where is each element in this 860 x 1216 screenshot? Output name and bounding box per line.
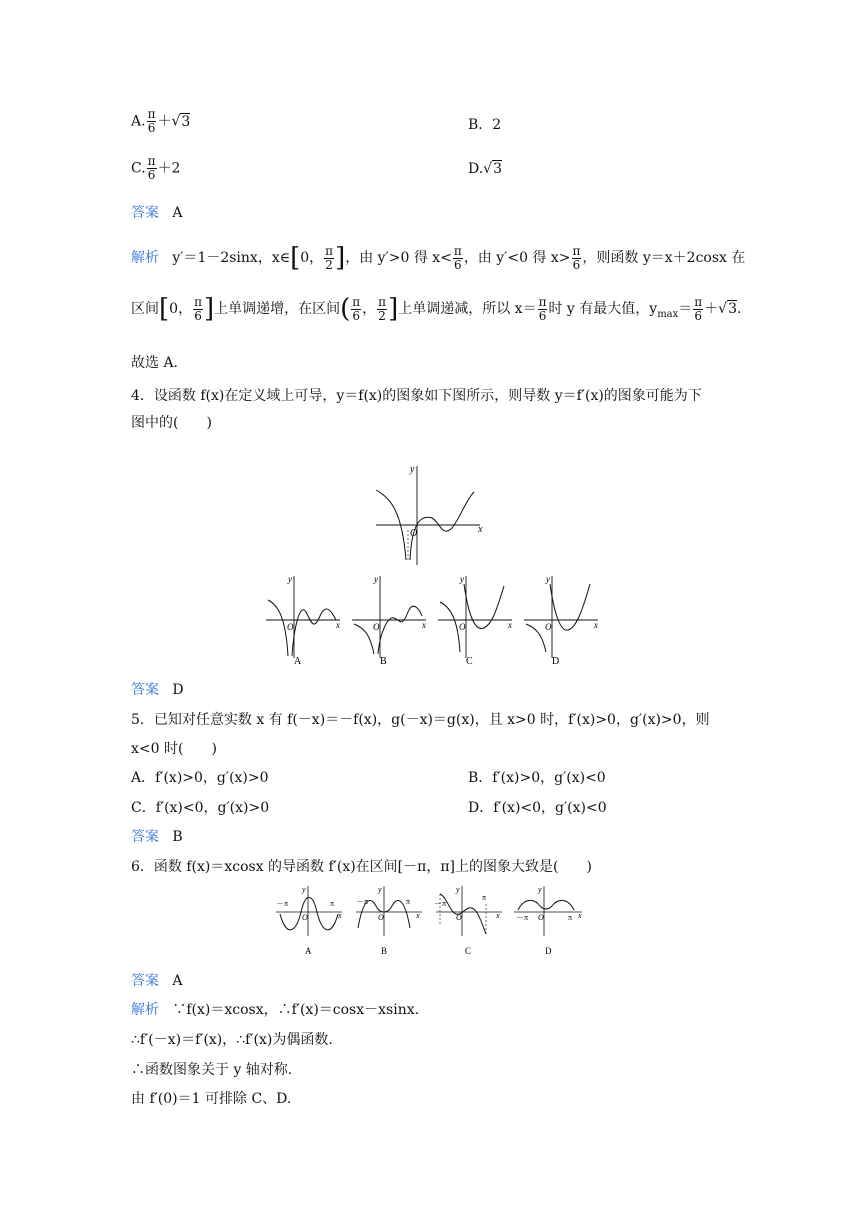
svg-text:y: y (546, 574, 550, 584)
q4-graph-c (438, 574, 512, 667)
q4-stem-line1: 4．设函数 f(x)在定义域上可导，y＝f(x)的图象如下图所示，则导数 y＝f′(x)的图象可能为下 (131, 388, 702, 404)
q6-option-graphs (274, 884, 594, 958)
q3-answer: 答案 A (131, 205, 183, 221)
svg-text:O: O (373, 622, 380, 632)
svg-text:D: D (552, 656, 560, 667)
svg-text:－π: －π (356, 897, 369, 906)
svg-text:y: y (460, 574, 464, 584)
svg-text:π: π (330, 899, 335, 908)
svg-text:y: y (374, 574, 378, 584)
q6-analysis-line1: 解析 ∵f(x)＝xcosx，∴f′(x)＝cosx－xsinx. (131, 1002, 420, 1018)
q4-graph-b (352, 574, 426, 667)
q3-analysis-line1: 解析 y′＝1－2sinx，x∈[0， $\frac{\pi}{2}$ ]，由 y′>0 得 x< $\frac{\pi}{6}$ ，由 y′<0 得 x> $\frac{\pi}{6}$ ，则函数 y＝x＋2cosx 在 (131, 243, 746, 273)
q5-stem-line1: 5．已知对任意实数 x 有 f(－x)＝－f(x)，g(－x)＝g(x)，且 x>0 时，f′(x)>0，g′(x)>0，则 (131, 712, 710, 728)
svg-text:x: x (336, 620, 340, 630)
q6-graph-c (434, 885, 502, 956)
svg-text:x: x (338, 911, 342, 920)
q4-answer: 答案 D (131, 682, 184, 698)
svg-text:x: x (422, 620, 426, 630)
q6-stem: 6．函数 f(x)＝xcosx 的导函数 f′(x)在区间[－π，π]上的图象大致是( ) (131, 859, 592, 875)
svg-text:π: π (482, 893, 487, 902)
svg-text:y: y (288, 574, 292, 584)
q5-option-b: B．f′(x)>0，g′(x)<0 (468, 770, 606, 786)
svg-text:O: O (287, 622, 294, 632)
q6-analysis-line4: 由 f′(0)＝1 可排除 C、D. (131, 1091, 292, 1107)
svg-text:O: O (302, 913, 308, 922)
q4-main-graph (370, 460, 490, 568)
svg-text:x: x (578, 911, 582, 920)
svg-text:－π: －π (276, 899, 289, 908)
q4-stem-line2: 图中的( ) (131, 415, 212, 431)
q3-option-c: C. $\frac{\pi}{6}$ ＋2 (131, 154, 181, 182)
svg-text:x: x (496, 911, 500, 920)
svg-text:A: A (294, 656, 302, 667)
svg-text:x: x (478, 524, 483, 535)
q3-analysis-line2: 区间[0， $\frac{\pi}{6}$ ]上单调递增，在区间( $\frac{\pi}{6}$ ， $\frac{\pi}{2}$ ]上单调递减，所以 x＝ $\frac{\pi}{6}$ 时 y 有最大值，$y_{max}=$ $\frac{\pi}{6}$ ＋√3. (131, 294, 742, 324)
svg-text:－π: －π (516, 913, 529, 922)
q3-option-a: A. $\frac{\pi}{6}$ ＋√3 (131, 107, 191, 135)
svg-text:x: x (594, 620, 598, 630)
svg-text:B: B (381, 946, 388, 956)
q5-stem-line2: x<0 时( ) (131, 741, 217, 757)
svg-text:π: π (568, 913, 573, 922)
q5-option-a: A．f′(x)>0，g′(x)>0 (131, 770, 269, 786)
q6-graph-b (356, 885, 422, 956)
svg-text:A: A (305, 946, 312, 956)
svg-text:O: O (410, 528, 418, 539)
svg-text:y: y (456, 885, 460, 894)
q6-answer: 答案 A (131, 973, 183, 989)
svg-text:D: D (545, 946, 552, 956)
q4-graph-d (524, 574, 598, 667)
svg-text:C: C (465, 946, 472, 956)
q4-graph-a (266, 574, 340, 667)
svg-text:O: O (456, 913, 462, 922)
svg-text:O: O (545, 622, 552, 632)
q5-answer: 答案 B (131, 829, 183, 845)
svg-text:B: B (380, 656, 387, 667)
svg-text:O: O (378, 913, 384, 922)
svg-text:x: x (416, 911, 420, 920)
svg-text:π: π (406, 897, 411, 906)
svg-text:y: y (302, 885, 306, 894)
svg-text:O: O (459, 622, 466, 632)
svg-text:y: y (538, 885, 542, 894)
q6-graph-a (276, 885, 342, 956)
svg-text:x: x (508, 620, 512, 630)
svg-text:－π: －π (434, 899, 447, 908)
q3-option-b: B．2 (468, 117, 502, 133)
q3-option-d: D.√3 (468, 161, 503, 177)
q5-option-c: C．f′(x)<0，g′(x)>0 (131, 800, 270, 816)
svg-text:O: O (538, 913, 544, 922)
q6-analysis-line3: ∴函数图象关于 y 轴对称. (131, 1062, 293, 1078)
q4-option-graphs (262, 572, 612, 670)
q5-option-d: D．f′(x)<0，g′(x)<0 (468, 800, 607, 816)
q6-analysis-line2: ∴f′(－x)＝f′(x)，∴f′(x)为偶函数. (131, 1032, 333, 1048)
q6-graph-d (514, 885, 582, 956)
svg-text:C: C (466, 656, 473, 667)
svg-text:y: y (410, 464, 415, 475)
svg-text:y: y (378, 885, 382, 894)
q3-analysis-line3: 故选 A. (131, 355, 179, 371)
